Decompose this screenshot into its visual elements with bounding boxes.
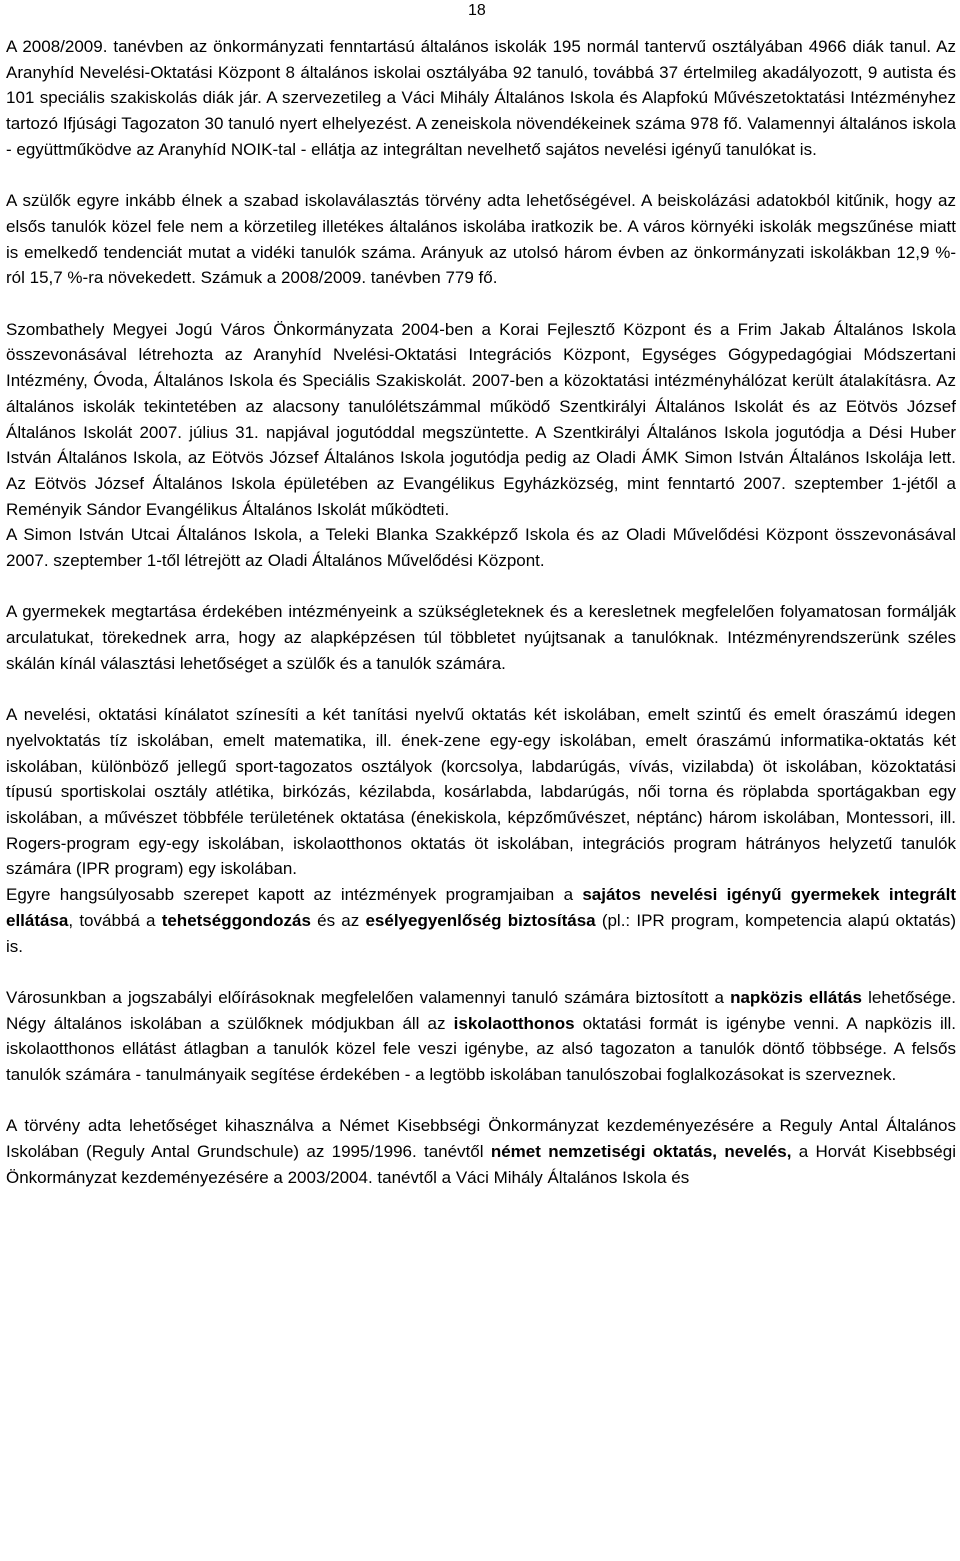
page-number: 18 bbox=[468, 2, 486, 19]
text-segment: A törvény adta lehetőséget kihasználva a Német Kisebbségi Önkormányzat kezdeményezésére a Reguly Antal Általános Iskolában (Reguly Antal Grundschule) az 1995/1996. tanévtől bbox=[6, 1116, 956, 1162]
paragraph bbox=[6, 188, 956, 291]
bold-text-segment: napközis ellátás bbox=[730, 987, 862, 1007]
text-segment: oktatási formát is igénybe venni. A napközis ill. iskolaotthonos ellátást átlagban a tanulók közel fele veszi igénybe, az alsó tagozaton a tanulók döntő többsége. A felsős tanulók számára - tanulmányaik segítése érdekében - a legtöbb iskolában tanulószobai foglalkozásokat is szerveznek. bbox=[6, 1013, 957, 1085]
document-body bbox=[6, 34, 956, 1191]
paragraph bbox=[6, 985, 956, 1088]
paragraph bbox=[6, 599, 956, 676]
bold-text-segment: iskolaotthonos bbox=[453, 1013, 575, 1033]
paragraph bbox=[6, 1113, 956, 1190]
text-segment: A 2008/2009. tanévben az önkormányzati fenntartású általános iskolák 195 normál tantervű osztályában 4966 diák tanul. Az Aranyhíd Nevelési-Oktatási Központ 8 általános iskolai osztályába 92 tanuló, továbbá 37 értelmileg akadályozott, 9 autista és 101 speciális szakiskolás diák jár. A szervezetileg a Váci Mihály Általános Iskola és Alapfokú Művészetoktatási Intézményhez tartozó Ifjúsági Tagozaton 30 tanuló nyert elhelyezést. A zeneiskola növendékeinek száma 978 fő. Valamennyi általános iskola - együttműködve az Aranyhíd NOIK-tal - ellátja az integráltan nevelhető sajátos nevelési igényű tanulókat is. bbox=[6, 37, 956, 159]
text-segment: Szombathely Megyei Jogú Város Önkormányzata 2004-ben a Korai Fejlesztő Központ és a Frim Jakab Általános Iskola összevonásával létrehozta az Aranyhíd Nvelési-Oktatási Integrációs Központ, Egységes Gógypedagógiai Módszertani Intézmény, Óvoda, Általános Iskola és Speciális Szakiskolát. 2007-ben a közoktatási intézményhálózat került átalakításra. Az általános iskolák tekintetében az alacsony tanulólétszámmal működő Szentkirályi Általános Iskolát és az Eötvös József Általános Iskolát 2007. július 31. napjával jogutóddal megszüntette. A Szentkirályi Általános Iskola jogutódja a Dési Huber István Általános Iskola, az Eötvös József Általános Iskola jogutódja pedig az Oladi ÁMK Simon István Általános Iskolája lett. Az Eötvös József Általános Iskola épületében az Evangélikus Egyházközség, mint fenntartó 2007. szeptember 1-jétől a Reményik Sándor Evangélikus Általános Iskolát működteti. bbox=[6, 319, 956, 519]
text-segment: lehetősége. Négy általános iskolában a szülőknek módjukban áll az bbox=[6, 987, 957, 1033]
text-segment: A Simon István Utcai Általános Iskola, a Teleki Blanka Szakképző Iskola és az Oladi Művelődési Központ összevonásával 2007. szeptember 1-től létrejött az Oladi Általános Művelődési Központ. bbox=[6, 525, 956, 571]
bold-text-segment: tehetséggondozás bbox=[161, 910, 311, 930]
paragraph bbox=[6, 882, 956, 959]
paragraph bbox=[6, 317, 956, 523]
text-segment: és az bbox=[310, 910, 366, 930]
text-segment: a Horvát Kisebbségi Önkormányzat kezdeményezésére a 2003/2004. tanévtől a Váci Mihály Általános Iskola és bbox=[6, 1142, 956, 1187]
paragraph bbox=[6, 34, 956, 163]
paragraph bbox=[6, 702, 956, 882]
text-segment: A szülők egyre inkább élnek a szabad iskolaválasztás törvény adta lehetőségével. A beiskolázási adatokból kitűnik, hogy az elsős tanulók közel fele nem a körzetileg illetékes általános iskolába iratkozik be. A város környéki iskolák megszűnése miatt is emelkedő tendenciát mutat a vidéki tanulók száma. Arányuk az utolsó három évben az önkormányzati iskolákban 12,9 %-ról 15,7 %-ra növekedett. Számuk a 2008/2009. tanévben 779 fő. bbox=[6, 191, 956, 288]
text-segment: A gyermekek megtartása érdekében intézményeink a szükségleteknek és a keresletnek megfelelően folyamatosan formálják arculatukat, törekednek arra, hogy az alapképzésen túl többletet nyújtsanak a tanulóknak. Intézményrendszerünk széles skálán kínál választási lehetőséget a szülők és a tanulók számára. bbox=[6, 602, 956, 673]
text-segment: (pl.: IPR program, kompetencia alapú oktatás) is. bbox=[6, 910, 956, 956]
text-segment: Városunkban a jogszabályi előírásoknak megfelelően valamennyi tanuló számára biztosított a bbox=[6, 987, 731, 1007]
bold-text-segment: német nemzetiségi oktatás, nevelés, bbox=[490, 1142, 792, 1162]
text-segment: , továbbá a bbox=[68, 910, 162, 930]
paragraph bbox=[6, 522, 956, 573]
text-segment: Egyre hangsúlyosabb szerepet kapott az intézmények programjaiban a bbox=[6, 885, 583, 905]
bold-text-segment: esélyegyenlőség biztosítása bbox=[365, 910, 596, 930]
text-segment: A nevelési, oktatási kínálatot színesíti a két tanítási nyelvű oktatás két iskolában, emelt szintű és emelt óraszámú idegen nyelvoktatás tíz iskolában, emelt matematika, ill. ének-zene egy-egy iskolában, emelt óraszámú informatika-oktatás két iskolában, különböző jellegű sport-tagozatos osztályok (korcsolya, labdarúgás, vívás, vizilabda) öt iskolában, közoktatási típusú sportiskolai osztály atlétika, birkózás, kézilabda, kosárlabda, labdarúgás, női torna és röplabda sportágakban egy iskolában, a művészet többféle területének oktatása (énekiskola, képzőművészet, néptánc) három iskolában, Montessori, ill. Rogers-program egy-egy iskolában, iskolaotthonos oktatás öt iskolában, integrációs program hátrányos helyzetű tanulók számára (IPR program) egy iskolában. bbox=[6, 705, 956, 879]
bold-text-segment: sajátos nevelési igényű gyermekek integrált ellátása bbox=[6, 885, 956, 930]
